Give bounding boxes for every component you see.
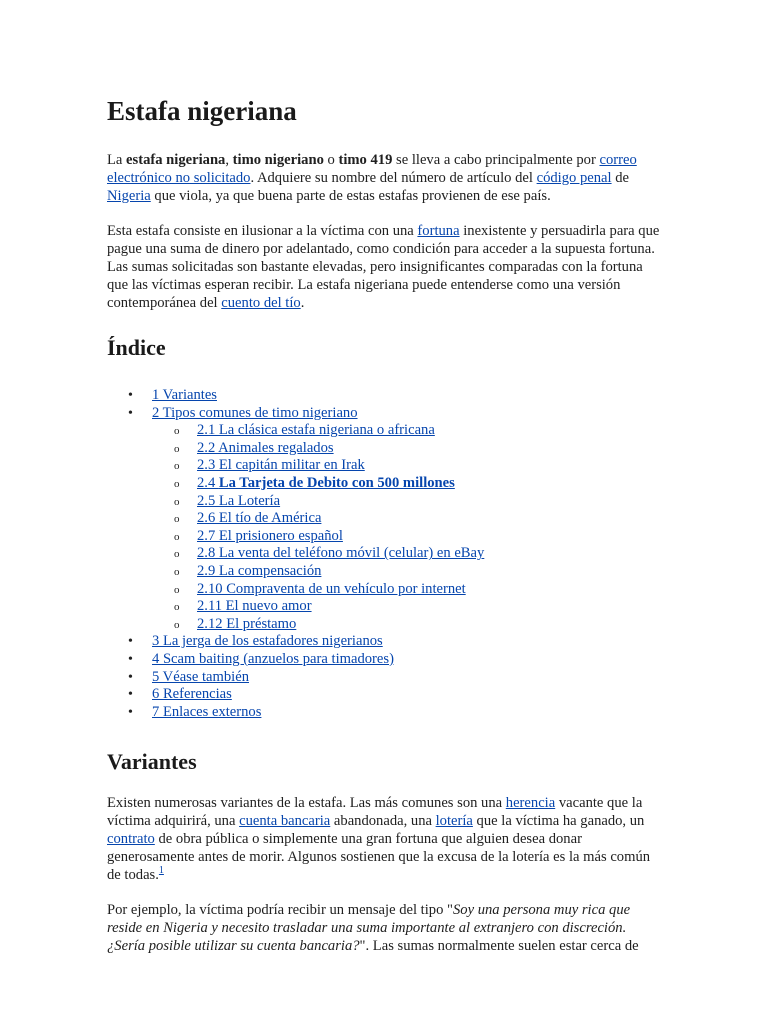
variantes-heading: Variantes [107,749,197,775]
toc-bold-text: La Tarjeta de Debito con 500 millones [218,474,455,491]
index-heading: Índice [107,335,166,360]
link-correo-electronico[interactable]: correo electrónico no solicitado [107,152,637,186]
toc-item [107,669,663,687]
toc-link-2-7[interactable]: 2.7 El prisionero español [197,527,343,544]
text: inexistente y persuadirla para que pague una suma de dinero por adelantado, como condición para acceder a la supuesta fortuna. Las sumas solicitadas son bastante elevadas, pero insignificantes comparadas con la fortuna que las víctimas esperan recibir. La estafa nigeriana puede entenderse como una versión contemporánea del [107,223,660,311]
text: de [611,170,630,186]
toc-item [107,387,663,405]
quoted-message: Soy una persona muy rica que reside en Nigeria y necesito trasladar una suma importante al extranjero con discreción. ¿Sería posible utilizar su cuenta bancaria? [107,902,631,955]
link-cuenta-bancaria[interactable]: cuenta bancaria [239,813,331,830]
text: o [323,152,339,168]
toc-item [107,686,663,704]
toc-item [107,633,663,651]
link-contrato[interactable]: contrato [107,831,155,848]
toc-item [107,651,663,669]
toc-link-2-4[interactable] [197,475,455,491]
toc-link-2-1[interactable]: 2.1 La clásica estafa nigeriana o africana [197,422,435,439]
toc-link-scam-baiting[interactable]: 4 Scam baiting (anzuelos para timadores) [152,650,394,667]
bold-term: estafa nigeriana [126,152,226,168]
description-paragraph [107,222,663,312]
variantes-paragraph [107,794,663,884]
toc-sublist [152,422,663,633]
toc-subitem [152,440,663,458]
toc-link-variantes[interactable]: 1 Variantes [152,387,217,403]
article-content [107,93,663,955]
link-herencia[interactable]: herencia [505,795,556,812]
toc-link-2-5[interactable]: 2.5 La Lotería [197,492,281,509]
toc-subitem [152,528,663,546]
text: . [300,295,305,311]
toc-link-referencias[interactable]: 6 Referencias [152,686,232,703]
bold-term: timo nigeriano [232,152,324,168]
example-paragraph [107,901,663,955]
text: de obra pública o simplemente una gran fortuna que alguien desea donar generosamente antes de morir. Algunos sostienen que la excusa de la lotería es la más común de todas. [107,831,651,884]
toc-link-jerga[interactable]: 3 La jerga de los estafadores nigerianos [152,633,383,650]
toc-subitem [152,510,663,528]
toc-link-2-6[interactable]: 2.6 El tío de América [197,510,322,527]
text: vacante que la víctima adquirirá, una [107,795,643,830]
text: Por ejemplo, la víctima podría recibir un mensaje del tipo " [107,902,453,919]
toc-subitem [152,493,663,511]
toc-link-2-2[interactable]: 2.2 Animales regalados [197,439,334,456]
toc-link-2-8[interactable]: 2.8 La venta del teléfono móvil (celular) en eBay [197,545,485,562]
toc-item [107,704,663,722]
bold-term: timo 419 [338,152,393,168]
link-codigo-penal[interactable]: código penal [536,170,612,186]
intro-paragraph [107,151,663,205]
text: que viola, ya que buena parte de estas estafas provienen de ese país. [150,188,551,204]
text: que la víctima ha ganado, un [472,813,645,830]
toc-link-2-3[interactable]: 2.3 El capitán militar en Irak [197,457,365,474]
text: abandonada, una [330,813,436,830]
reference-link[interactable]: 1 [158,865,164,877]
toc-subitem [152,422,663,440]
table-of-contents [107,387,663,721]
link-loteria[interactable]: lotería [435,813,473,830]
toc-link-2-9[interactable]: 2.9 La compensación [197,562,322,579]
toc-subitem [152,457,663,475]
text: , [225,152,233,168]
toc-subitem [152,616,663,634]
toc-subitem [152,563,663,581]
toc-subitem [152,545,663,563]
text: ". Las sumas normalmente suelen estar cerca de [359,938,639,955]
text: Esta estafa consiste en ilusionar a la víctima con una [107,223,418,239]
link-fortuna[interactable]: fortuna [417,223,460,239]
link-cuento-del-tio[interactable]: cuento del tío [221,295,301,311]
toc-number: 2.4 [197,474,219,491]
text: . Adquiere su nombre del número de artículo del [250,170,537,186]
toc-link-enlaces-externos[interactable]: 7 Enlaces externos [152,703,262,720]
toc-link-2-11[interactable]: 2.11 El nuevo amor [197,598,312,615]
toc-link-vease-tambien[interactable]: 5 Véase también [152,668,249,685]
text: Existen numerosas variantes de la estafa. Las más comunes son una [107,795,506,812]
toc-link-2-10[interactable]: 2.10 Compraventa de un vehículo por internet [197,580,466,597]
text: La [107,152,127,168]
toc-link-2-12[interactable]: 2.12 El préstamo [197,615,297,632]
toc-subitem [152,581,663,599]
toc-link-tipos[interactable]: 2 Tipos comunes de timo nigeriano [152,404,358,421]
page-title: Estafa nigeriana [107,96,297,126]
toc-subitem [152,475,663,493]
text: se lleva a cabo principalmente por [392,152,600,168]
toc-subitem [152,598,663,616]
toc-item [107,405,663,634]
link-nigeria[interactable]: Nigeria [107,188,151,204]
